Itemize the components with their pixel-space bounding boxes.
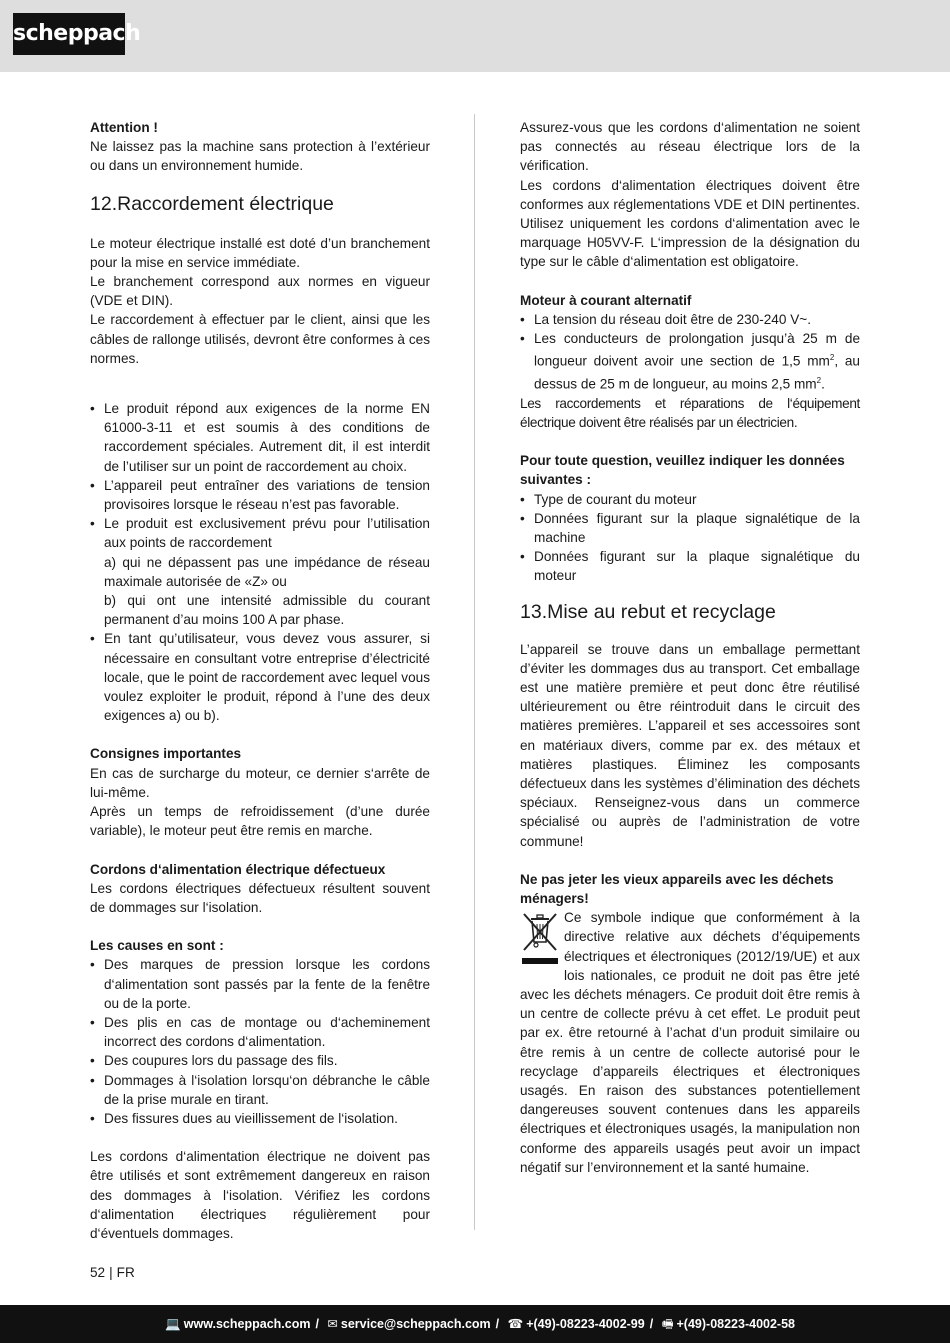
consignes-text-2: Après un temps de refroidissement (d’une durée variable), le moteur peut être remis en marche. — [90, 804, 430, 839]
list-item: • Dommages à l‘isolation lorsqu‘on débranche le câble de la prise murale en tirant. — [90, 1071, 430, 1109]
weee-title: Ne pas jeter les vieux appareils avec les déchets ménagers! — [520, 871, 834, 906]
weee-block — [520, 908, 860, 1177]
recycling-paragraph: L’appareil se trouve dans un emballage permettant d’éviter les dommages dus au transport. Cet emballage est une matière première et peut donc être réutilisé ultérieurement ou être réintroduit dans le circuit des matières premières. L’appareil et ses accessoires sont en matériaux divers, comme par ex. des métaux et matières plastiques. Éliminez les composants défectueux dans les systèmes d’élimination des déchets spéciaux. Renseignez-vous dans un commerce spécialisé ou auprès de l’administration de votre commune! — [520, 641, 860, 849]
list-item: • Le produit répond aux exigences de la norme EN 61000-3-11 et est soumis à des conditions de raccordement spéciales. Autrement dit, il est interdit de l’utiliser sur un point de raccordement au choix. — [90, 399, 430, 476]
superscript-2: 2 — [816, 375, 822, 385]
bullet-3-main: • Le produit est exclusivement prévu pour l’utilisation aux points de raccordement — [104, 516, 430, 551]
attention-title: Attention ! — [90, 120, 158, 135]
requirements-list — [90, 399, 430, 725]
section-13-heading — [520, 600, 860, 624]
list-item: • Des fissures dues au vieillissement de l‘isolation. — [90, 1109, 430, 1128]
website-link[interactable]: www.scheppach.com — [183, 1317, 311, 1331]
phone-icon: ☎ — [507, 1317, 524, 1331]
extension-text-b: , au dessus de 25 m de longueur, au moins 2,5 mm — [534, 353, 860, 392]
list-item: • L’appareil peut entraîner des variations de tension provisoires lorsque le réseau n’est pas favorable. — [90, 476, 430, 514]
list-item: • Des plis en cas de montage ou d‘acheminement incorrect des cordons d‘alimentation. — [90, 1013, 430, 1051]
section-12-title: Raccordement électrique — [117, 192, 334, 215]
causes-list — [90, 955, 430, 1128]
page-number: 52 — [90, 1265, 106, 1280]
scheppach-logo: scheppach — [13, 13, 125, 55]
list-item: • La tension du réseau doit être de 230-240 V~. — [520, 310, 860, 329]
moteur-list — [520, 310, 860, 394]
list-item — [90, 514, 430, 629]
column-divider — [474, 114, 475, 1230]
section-13-number: 13. — [520, 600, 548, 623]
page-number-block: 52 | FR — [90, 1265, 135, 1280]
causes-title: Les causes en sont : — [90, 938, 224, 954]
section-12-heading — [90, 192, 430, 216]
list-item: • Données figurant sur la plaque signalétique du moteur — [520, 547, 860, 585]
phone-number: +(49)-08223-4002-99 — [526, 1317, 645, 1331]
intro-paragraph-2: Le branchement correspond aux normes en vigueur (VDE et DIN). — [90, 274, 430, 309]
bullet-3-option-b: b) qui ont une intensité admissible du courant permanent d’au moins 100 A par phase. — [104, 593, 430, 628]
list-item: • En tant qu’utilisateur, vous devez vous assurer, si nécessaire en consultant votre entreprise d’électricité locale, que le point de raccordement avec lequel vous voulez exploiter le produit, répond à l’une des deux exigences a) ou b). — [90, 629, 430, 725]
consignes-title: Consignes importantes — [90, 746, 242, 762]
cordons-title: Cordons d‘alimentation électrique défectueux — [90, 861, 386, 877]
intro-paragraph-3: Le raccordement à effectuer par le client, ainsi que les câbles de rallonge utilisés, devront être conformes à ces normes. — [90, 312, 430, 366]
weee-text: Ce symbole indique que conformément à la directive relative aux déchets d’équipements électriques et électroniques (2012/19/UE) et aux lois nationales, ce produit ne doit pas être jeté avec les déchets ménagers. Ce produit doit être remis à un centre de collecte prévu à cet effet. Le produit peut par ex. être retourné à l’achat d’un produit similaire ou être remis à un centre de collecte autorisé pour le recyclage d’appareils électriques et électroniques usagés. En raison des substances potentiellement dangereuses souvent contenues dans les appareils électriques et électroniques usagés, la manipulation non conforme des appareils usagés peut avoir un impact négatif sur l’environnement et la santé humaine. — [520, 910, 860, 1175]
list-item: • Des marques de pression lorsque les cordons d‘alimentation sont passés par la fente de la fenêtre ou de la porte. — [90, 955, 430, 1013]
verification-paragraph: Assurez-vous que les cordons d‘alimentation ne soient pas connectés au réseau électrique lors de la vérification. — [520, 120, 860, 174]
crossed-bin-icon — [520, 910, 560, 968]
fax-number: +(49)-08223-4002-58 — [676, 1317, 795, 1331]
closing-paragraph: Les cordons d‘alimentation électrique ne doivent pas être utilisés et sont extrêmement dangereux en raison des dommages à l‘isolation. Vérifiez les cordons d‘alimentation électriques régulièrement pour d‘éventuels dommages. — [90, 1149, 430, 1241]
list-item — [520, 329, 860, 394]
mail-icon: ✉ — [327, 1317, 338, 1331]
question-list — [520, 490, 860, 586]
electrician-note: Les raccordements et réparations de l‘équipement électrique doivent être réalisés par un électricien. — [520, 395, 860, 430]
moteur-title: Moteur à courant alternatif — [520, 292, 692, 308]
list-item: • Données figurant sur la plaque signalétique de la machine — [520, 509, 860, 547]
attention-text: Ne laissez pas la machine sans protection à l’extérieur ou dans un environnement humide. — [90, 139, 430, 174]
standards-paragraph: Les cordons d‘alimentation électriques doivent être conformes aux réglementations VDE et DIN pertinentes. Utilisez uniquement les cordons d‘alimentation avec le marquage H05VV-F. L‘impression de la désignation du type sur le câble d‘alimentation est obligatoire. — [520, 177, 860, 270]
cordons-text: Les cordons électriques défectueux résultent souvent de dommages sur l‘isolation. — [90, 880, 430, 915]
section-12-number: 12. — [90, 192, 118, 215]
extension-text-a: Les conducteurs de prolongation jusqu’à 25 m de longueur doivent avoir une section de 1,5 mm — [534, 331, 860, 369]
email-link[interactable]: service@scheppach.com — [340, 1317, 491, 1331]
list-item: • Type de courant du moteur — [520, 490, 860, 509]
bullet-3-option-a: a) qui ne dépassent pas une impédance de réseau maximale autorisée de «Z» ou — [104, 554, 430, 589]
fax-icon: 🖷 — [661, 1317, 674, 1331]
left-column — [90, 118, 430, 1243]
consignes-text-1: En cas de surcharge du moteur, ce dernier s‘arrête de lui-même. — [90, 765, 430, 800]
right-column — [520, 118, 860, 1177]
extension-text-end: . — [821, 376, 825, 392]
list-item: • Des coupures lors du passage des fils. — [90, 1051, 430, 1070]
page-language: FR — [116, 1265, 135, 1280]
intro-paragraph-1: Le moteur électrique installé est doté d’un branchement pour la mise en service immédiate. — [90, 235, 430, 270]
contact-footer: 💻 www.scheppach.com / ✉ service@scheppach.com / ☎ +(49)-08223-4002-99 / 🖷 +(49)-08223-4002-58 — [0, 1305, 950, 1343]
section-13-title: Mise au rebut et recyclage — [547, 600, 776, 623]
question-title: Pour toute question, veuillez indiquer les données suivantes : — [520, 453, 845, 488]
computer-icon: 💻 — [165, 1317, 181, 1331]
superscript-2: 2 — [829, 353, 835, 363]
page-header — [0, 0, 950, 72]
